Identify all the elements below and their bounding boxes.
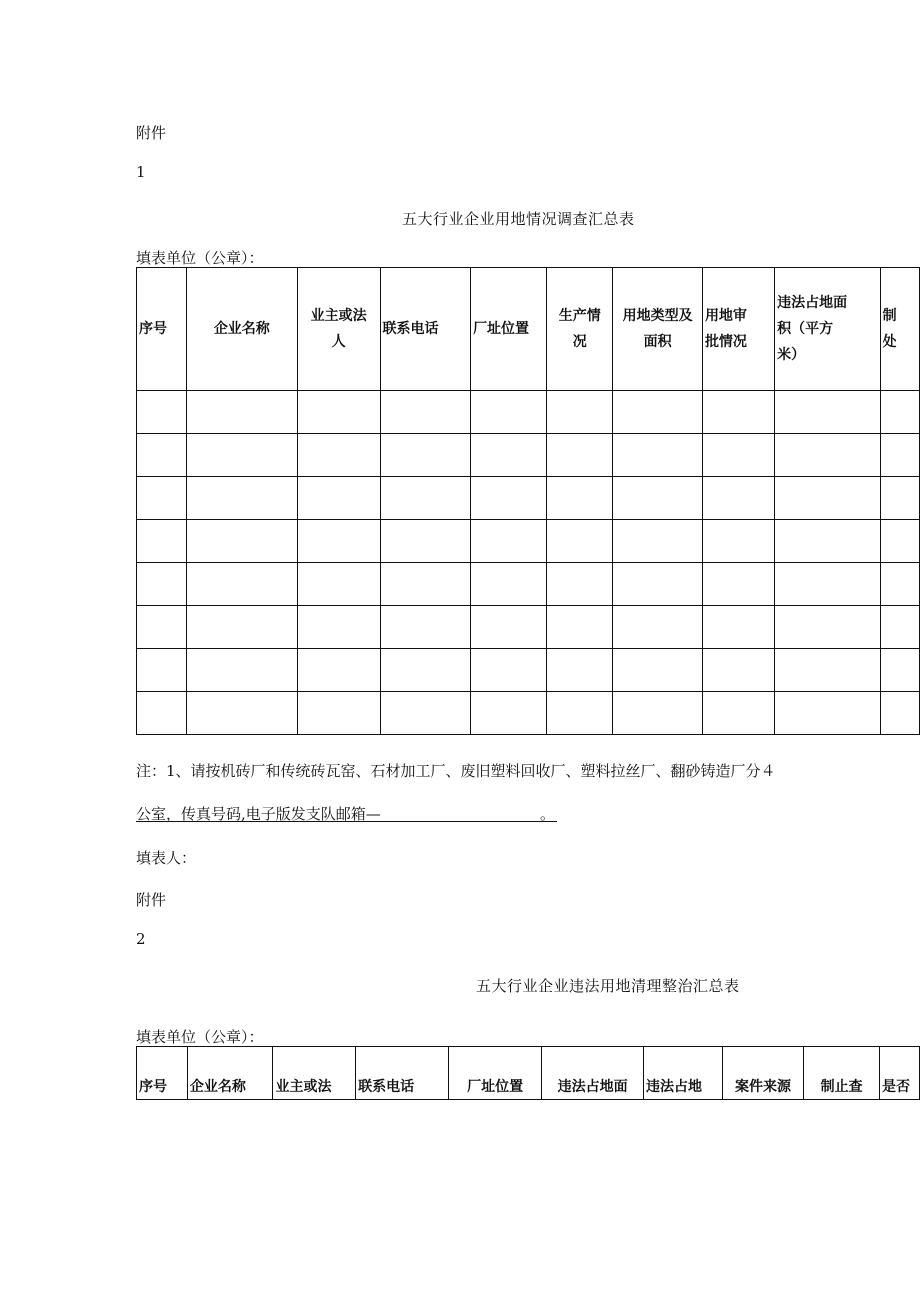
table-cell [880, 606, 919, 649]
table-2-header-cell: 违法占地 [643, 1047, 722, 1100]
table-row [137, 692, 920, 735]
table-cell [186, 477, 297, 520]
table-cell [547, 649, 613, 692]
table-cell [186, 391, 297, 434]
table-cell [471, 520, 547, 563]
table-cell [186, 563, 297, 606]
table-cell [471, 434, 547, 477]
table-cell [880, 649, 919, 692]
note-line-2: 公室，传真号码,电子版发支队邮箱— [136, 805, 381, 823]
table-cell [471, 477, 547, 520]
table-cell [297, 520, 380, 563]
table-cell [297, 649, 380, 692]
table-cell [186, 649, 297, 692]
table-2-header-row [137, 1047, 920, 1100]
table-cell [775, 606, 881, 649]
table-cell [775, 520, 881, 563]
table-cell [880, 391, 919, 434]
table-cell [380, 606, 471, 649]
table-cell [137, 391, 187, 434]
header-cell-line: 米） [777, 347, 806, 363]
table-1-header-cell [297, 268, 380, 391]
header-cell-line: 联系电话 [382, 321, 439, 337]
table-cell [547, 477, 613, 520]
header-cell-line: 况 [572, 334, 587, 350]
table-cell [775, 692, 881, 735]
filler-label: 填表人： [136, 849, 197, 867]
table-cell [380, 563, 471, 606]
table-1-header-cell [137, 268, 187, 391]
table-1-title: 五大行业企业用地情况调查汇总表 [402, 210, 635, 228]
table-row [137, 606, 920, 649]
table-cell [380, 692, 471, 735]
header-cell-line: 面积 [643, 334, 672, 350]
table-cell [380, 391, 471, 434]
table-cell [297, 692, 380, 735]
table-cell [297, 563, 380, 606]
attachment-label-2: 附件 [136, 891, 167, 909]
table-cell [880, 434, 919, 477]
header-cell-line: 业主或法 [310, 308, 367, 324]
table-cell [186, 434, 297, 477]
table-1-header-cell [613, 268, 703, 391]
table-cell [775, 649, 881, 692]
table-cell [186, 692, 297, 735]
table-1-header-cell [186, 268, 297, 391]
table-1-header-cell [880, 268, 919, 391]
table-cell [547, 520, 613, 563]
table-cell [297, 477, 380, 520]
illegal-land-cleanup-table [136, 1046, 920, 1100]
fill-unit-label-2: 填表单位（公章）： [136, 1028, 264, 1046]
table-1-header-cell [702, 268, 774, 391]
table-cell [137, 520, 187, 563]
table-1-header-cell [471, 268, 547, 391]
table-cell [380, 649, 471, 692]
table-cell [775, 391, 881, 434]
table-cell [702, 649, 774, 692]
table-cell [186, 606, 297, 649]
table-cell [775, 434, 881, 477]
note-line-2-end: 。 [540, 805, 556, 823]
table-cell [380, 434, 471, 477]
table-cell [702, 606, 774, 649]
header-cell-line: 批情况 [704, 334, 747, 350]
table-1-header-cell [380, 268, 471, 391]
land-use-survey-table [136, 267, 920, 735]
table-row [137, 434, 920, 477]
table-cell [137, 649, 187, 692]
table-cell [880, 477, 919, 520]
table-cell [297, 391, 380, 434]
table-cell [137, 477, 187, 520]
table-2-header-cell: 是否 [880, 1047, 920, 1100]
table-cell [702, 692, 774, 735]
table-cell [613, 692, 703, 735]
table-cell [547, 606, 613, 649]
table-2-title: 五大行业企业违法用地清理整治汇总表 [476, 977, 740, 995]
table-2-header-cell: 序号 [137, 1047, 188, 1100]
table-cell [471, 563, 547, 606]
header-cell-line: 用地类型及 [622, 308, 693, 324]
table-cell [613, 649, 703, 692]
table-2-header-cell: 制止查 [804, 1047, 880, 1100]
table-cell [775, 563, 881, 606]
table-2-header-cell: 违法占地面 [542, 1047, 644, 1100]
header-cell-line: 序号 [139, 321, 167, 337]
table-cell [471, 649, 547, 692]
header-cell-line: 生产情 [558, 308, 601, 324]
attachment-number-2: 2 [136, 930, 146, 948]
table-cell [137, 563, 187, 606]
table-row [137, 391, 920, 434]
header-cell-line: 积（平方 [777, 321, 834, 337]
table-cell [613, 477, 703, 520]
table-cell [471, 606, 547, 649]
table-row [137, 520, 920, 563]
attachment-number-1: 1 [136, 163, 146, 181]
table-2-header-cell: 企业名称 [187, 1047, 273, 1100]
note-line-1: 注：1、请按机砖厂和传统砖瓦窑、石材加工厂、废旧塑料回收厂、塑料拉丝厂、翻砂铸造厂分４ [136, 762, 776, 780]
table-cell [186, 520, 297, 563]
table-cell [137, 692, 187, 735]
table-2-header-cell: 业主或法 [273, 1047, 356, 1100]
fill-unit-label-1: 填表单位（公章）： [136, 249, 264, 267]
table-cell [613, 520, 703, 563]
table-cell [880, 692, 919, 735]
table-1-header-cell [775, 268, 881, 391]
table-cell [613, 563, 703, 606]
header-cell-line: 人 [331, 334, 346, 350]
table-cell [702, 477, 774, 520]
table-cell [702, 520, 774, 563]
table-cell [137, 606, 187, 649]
table-cell [380, 520, 471, 563]
table-cell [613, 391, 703, 434]
table-cell [613, 606, 703, 649]
table-2-header-cell: 案件来源 [722, 1047, 804, 1100]
table-cell [702, 434, 774, 477]
table-cell [702, 563, 774, 606]
table-cell [547, 692, 613, 735]
header-cell-line: 违法占地面 [777, 295, 848, 311]
email-underline [136, 821, 557, 822]
table-row [137, 477, 920, 520]
table-cell [547, 391, 613, 434]
header-cell-line: 制 [882, 308, 897, 324]
table-row [137, 563, 920, 606]
attachment-label-1: 附件 [136, 124, 167, 142]
table-2-header-cell: 厂址位置 [448, 1047, 542, 1100]
header-cell-line: 厂址位置 [473, 321, 530, 337]
table-1-header-cell [547, 268, 613, 391]
table-cell [547, 434, 613, 477]
table-cell [613, 434, 703, 477]
table-cell [880, 520, 919, 563]
header-cell-line: 处 [882, 334, 897, 350]
table-cell [137, 434, 187, 477]
table-2-header-cell: 联系电话 [356, 1047, 449, 1100]
table-cell [880, 563, 919, 606]
table-cell [380, 477, 471, 520]
table-row [137, 649, 920, 692]
table-1-header-row [137, 268, 920, 391]
table-cell [471, 692, 547, 735]
table-cell [702, 391, 774, 434]
header-cell-line: 企业名称 [213, 321, 270, 337]
header-cell-line: 用地审 [704, 308, 747, 324]
table-cell [297, 434, 380, 477]
table-cell [547, 563, 613, 606]
table-cell [775, 477, 881, 520]
table-cell [471, 391, 547, 434]
table-cell [297, 606, 380, 649]
